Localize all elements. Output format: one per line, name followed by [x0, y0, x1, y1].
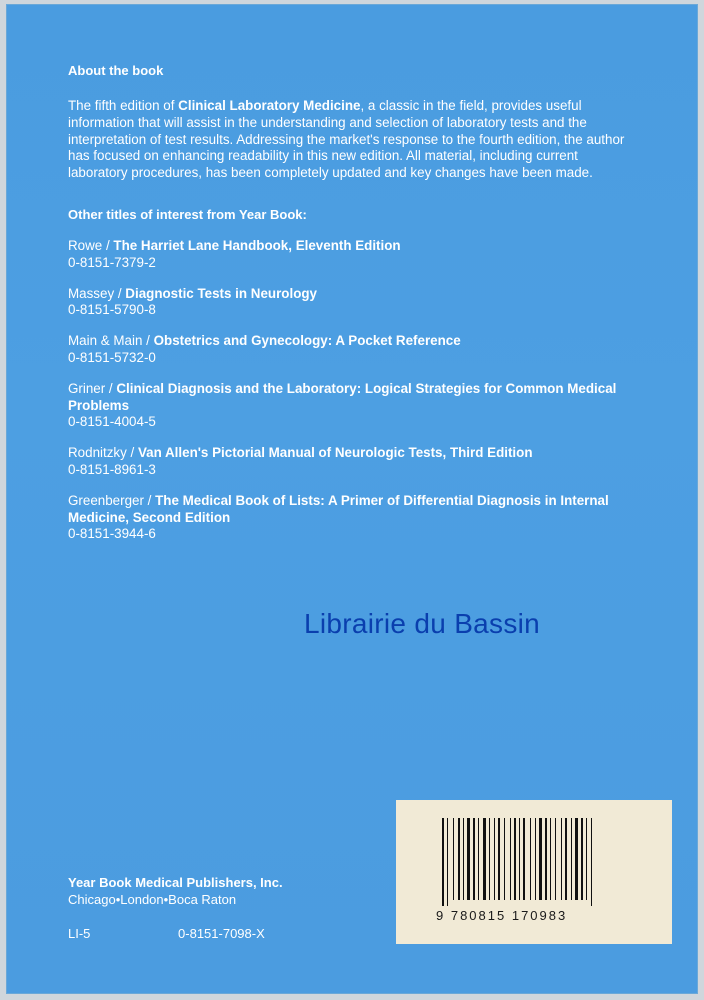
barcode-bar	[458, 818, 460, 900]
other-titles-heading: Other titles of interest from Year Book:	[68, 206, 307, 222]
barcode-panel	[396, 800, 672, 944]
about-text-prefix: The fifth edition of	[68, 98, 179, 113]
title-isbn: 0-8151-5790-8	[68, 302, 156, 318]
title-isbn: 0-8151-5732-0	[68, 349, 156, 365]
title-isbn: 0-8151-8961-3	[68, 461, 156, 477]
barcode-bar	[561, 818, 562, 900]
title-isbn: 0-8151-3944-6	[68, 526, 156, 542]
title-author: Main & Main /	[68, 333, 154, 349]
bookseller-watermark: Librairie du Bassin	[304, 608, 541, 639]
barcode-bar	[478, 818, 479, 900]
barcode-bar	[523, 818, 525, 900]
barcode-bar	[473, 818, 475, 900]
barcode-bar	[539, 818, 542, 900]
title-name: The Harriet Lane Handbook, Eleventh Edition	[113, 237, 401, 253]
barcode-bar	[545, 818, 547, 900]
cover-codes	[68, 926, 265, 941]
barcode-bar	[581, 818, 583, 900]
title-author: Rodnitzky /	[68, 445, 138, 461]
about-text-rest: , a classic in the field, provides useful information that will assist in the understanding and selection of laboratory tests and the interpretation of test results. Addressing the market's response to the fourth edition, the author has focused on enhancing readability in this new edition. All material, including current laboratory procedures, has been completely updated and key changes have been made.	[68, 98, 625, 181]
barcode-bar	[489, 818, 490, 900]
barcode-bar	[494, 818, 495, 900]
barcode-bar	[535, 818, 536, 900]
title-name: Clinical Diagnosis and the Laboratory: Logical Strategies for Common Medical Problems	[68, 380, 617, 413]
barcode-bar	[504, 818, 505, 900]
barcode-bar	[467, 818, 470, 900]
about-heading: About the book	[68, 63, 164, 78]
title-name: The Medical Book of Lists: A Primer of Differential Diagnosis in Internal Medicine, Second Edition	[68, 492, 609, 525]
barcode-bar	[571, 818, 572, 900]
cover-content	[68, 62, 628, 543]
barcode-number: 9 780815 170983	[436, 908, 568, 923]
barcode-bar	[586, 818, 587, 900]
barcode-bar	[463, 818, 464, 900]
barcode-bar	[498, 818, 500, 900]
list-item	[68, 493, 628, 543]
list-item	[68, 333, 628, 367]
title-isbn: 0-8151-7379-2	[68, 254, 156, 270]
title-author: Griner /	[68, 380, 117, 396]
list-item	[68, 238, 628, 272]
barcode-bar	[514, 818, 516, 900]
barcode-bar	[575, 818, 578, 900]
title-author: Massey /	[68, 285, 126, 301]
publisher-cities: Chicago•London•Boca Raton	[68, 892, 237, 907]
title-author: Rowe /	[68, 237, 114, 253]
barcode-bar	[483, 818, 486, 900]
publisher-block	[68, 874, 283, 908]
barcode-icon	[442, 818, 628, 906]
main-isbn: 0-8151-7098-X	[178, 926, 265, 941]
barcode-bar	[530, 818, 531, 900]
publisher-name: Year Book Medical Publishers, Inc.	[68, 875, 283, 890]
list-item	[68, 445, 628, 479]
barcode-bar	[591, 818, 592, 906]
other-titles-list	[68, 238, 628, 543]
barcode-bar	[510, 818, 511, 900]
barcode-bar	[555, 818, 556, 900]
title-name: Van Allen's Pictorial Manual of Neurologic Tests, Third Edition	[137, 445, 533, 461]
barcode-bar	[519, 818, 520, 900]
barcode-bar	[453, 818, 454, 900]
barcode-bar	[550, 818, 551, 900]
list-item	[68, 286, 628, 320]
book-back-cover	[6, 4, 698, 994]
title-name: Diagnostic Tests in Neurology	[125, 285, 318, 301]
title-author: Greenberger /	[68, 492, 156, 508]
barcode-bar	[442, 818, 444, 906]
about-book-title: Clinical Laboratory Medicine	[178, 98, 361, 113]
barcode-bar	[565, 818, 567, 900]
title-name: Obstetrics and Gynecology: A Pocket Reference	[153, 333, 461, 349]
barcode-bar	[447, 818, 448, 906]
about-paragraph	[68, 98, 628, 182]
series-code: LI-5	[68, 926, 91, 941]
title-isbn: 0-8151-4004-5	[68, 414, 156, 430]
list-item	[68, 381, 628, 431]
